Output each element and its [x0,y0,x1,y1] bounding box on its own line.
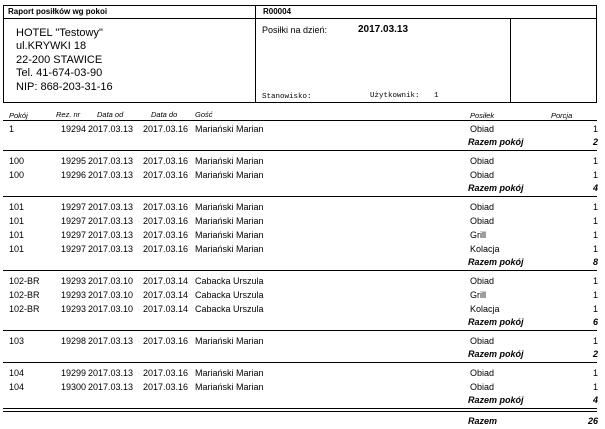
hotel-street: ul.KRYWKI 18 [16,40,87,52]
cell-guest: Mariański Marian [195,230,264,240]
cell-res-no: 19295 [60,156,86,167]
group-sum-label: Razem pokój [468,317,524,327]
cell-date-from: 2017.03.10 [88,276,134,287]
cell-date-from: 2017.03.13 [88,170,134,181]
cell-meal: Obiad [470,382,495,393]
cell-res-no: 19297 [60,216,86,227]
cell-guest: Cabacka Urszula [195,276,264,287]
cell-date-to: 2017.03.16 [143,243,189,254]
cell-date-to: 2017.03.16 [143,216,189,227]
cell-date-to: 2017.03.14 [143,276,189,287]
cell-meal: Kolacja [470,243,500,254]
cell-meal: Obiad [470,336,495,346]
col-room-header: Pokój [9,111,28,120]
cell-guest: Mariański Marian [195,336,264,346]
cell-date-to: 2017.03.16 [143,156,189,167]
cell-portion: 1 [592,289,598,300]
col-guest-header: Gość [195,110,213,119]
group-divider [3,330,597,331]
group-sum-value: 4 [592,183,598,194]
cell-date-from: 2017.03.13 [88,216,134,227]
cell-date-from: 2017.03.13 [88,230,134,240]
cell-meal: Obiad [470,216,495,227]
cell-guest: Mariański Marian [195,124,264,134]
cell-date-from: 2017.03.13 [88,382,134,393]
cell-meal: Obiad [470,124,495,134]
cell-guest: Mariański Marian [195,170,264,181]
cell-res-no: 19293 [60,289,86,300]
cell-portion: 1 [592,336,598,346]
group-sum-value: 2 [592,137,598,148]
cell-room: 104 [9,368,25,379]
group-divider [3,362,597,363]
cell-meal: Grill [470,230,486,240]
report-title: Raport posiłków wg pokoi [8,7,108,16]
cell-room: 100 [9,170,25,181]
user-label: Użytkownik: [370,92,420,100]
cell-res-no: 19297 [60,202,86,213]
cell-portion: 1 [592,243,598,254]
group-sum-label: Razem pokój [468,349,524,360]
col-meal-header: Posiłek [470,111,495,120]
group-divider [3,408,597,409]
group-sum-label: Razem pokój [468,257,524,268]
cell-meal: Obiad [470,156,495,167]
cell-portion: 1 [592,202,598,213]
total-label: Razem [468,416,498,427]
header-vertical-divider [255,5,256,103]
cell-portion: 1 [592,170,598,181]
cell-portion: 1 [592,368,598,379]
col-portion-header: Porcja [551,111,573,120]
cell-meal: Obiad [470,276,495,287]
cell-room: 101 [9,243,25,254]
cell-room: 104 [9,382,25,393]
cell-date-from: 2017.03.13 [88,124,134,134]
cell-res-no: 19296 [60,170,86,181]
col-res-header: Rez. nr [56,110,81,119]
cell-guest: Mariański Marian [195,382,264,393]
total-value: 26 [587,416,598,427]
cell-date-to: 2017.03.16 [143,124,189,134]
cell-date-from: 2017.03.13 [88,156,134,167]
report-code: R00004 [263,7,292,16]
cell-date-from: 2017.03.13 [88,202,134,213]
cell-guest: Mariański Marian [195,243,264,254]
station-label: Stanowisko: [262,93,312,101]
cell-date-to: 2017.03.16 [143,202,189,213]
group-sum-value: 4 [592,395,598,406]
date-label: Posiłki na dzień: [262,25,328,35]
header-underline [3,120,597,121]
cell-meal: Obiad [470,368,495,379]
group-divider [3,196,597,197]
cell-meal: Kolacja [470,303,500,314]
hotel-nip: NIP: 868-203-31-16 [16,81,113,93]
cell-date-to: 2017.03.16 [143,230,189,240]
cell-date-to: 2017.03.16 [143,170,189,181]
cell-res-no: 19294 [60,124,86,134]
cell-portion: 1 [592,276,598,287]
group-sum-value: 2 [592,349,598,360]
cell-res-no: 19297 [60,230,86,240]
hotel-city: 22-200 STAWICE [16,54,103,66]
group-sum-label: Razem pokój [468,137,524,148]
cell-room: 100 [9,156,25,167]
cell-res-no: 19298 [60,336,86,346]
cell-room: 101 [9,216,25,227]
cell-guest: Mariański Marian [195,156,264,167]
hotel-phone: Tel. 41-674-03-90 [16,67,103,79]
cell-date-to: 2017.03.16 [143,382,189,393]
cell-portion: 1 [592,124,598,134]
hotel-name: HOTEL "Testowy" [16,27,103,39]
group-sum-value: 6 [592,317,598,327]
group-sum-label: Razem pokój [468,183,524,194]
cell-guest: Cabacka Urszula [195,303,264,314]
group-divider [3,270,597,271]
header-right-divider [510,18,511,103]
cell-res-no: 19299 [60,368,86,379]
cell-res-no: 19293 [60,303,86,314]
header-title-divider [3,18,597,19]
cell-portion: 1 [592,216,598,227]
cell-guest: Mariański Marian [195,216,264,227]
cell-meal: Obiad [470,170,495,181]
group-sum-label: Razem pokój [468,395,524,406]
cell-date-from: 2017.03.13 [88,243,134,254]
cell-date-from: 2017.03.10 [88,289,134,300]
cell-room: 1 [9,124,15,134]
cell-guest: Cabacka Urszula [195,289,264,300]
cell-meal: Obiad [470,202,495,213]
cell-date-from: 2017.03.13 [88,336,134,346]
total-divider [3,411,597,412]
group-sum-value: 8 [592,257,598,268]
cell-date-from: 2017.03.13 [88,368,134,379]
cell-date-to: 2017.03.14 [143,289,189,300]
cell-res-no: 19300 [60,382,86,393]
cell-date-to: 2017.03.16 [143,336,189,346]
cell-portion: 1 [592,382,598,393]
cell-portion: 1 [592,303,598,314]
cell-meal: Grill [470,289,486,300]
cell-guest: Mariański Marian [195,368,264,379]
cell-room: 102-BR [9,289,40,300]
cell-portion: 1 [592,156,598,167]
cell-res-no: 19297 [60,243,86,254]
date-value: 2017.03.13 [358,24,409,35]
cell-date-to: 2017.03.16 [143,368,189,379]
cell-room: 101 [9,202,25,213]
cell-guest: Mariański Marian [195,202,264,213]
cell-portion: 1 [592,230,598,240]
group-divider [3,150,597,151]
user-value: 1 [434,92,439,100]
cell-room: 102-BR [9,303,40,314]
cell-res-no: 19293 [60,276,86,287]
col-to-header: Data do [151,110,178,119]
cell-room: 102-BR [9,276,40,287]
cell-room: 103 [9,336,25,346]
col-from-header: Data od [97,110,124,119]
cell-date-from: 2017.03.10 [88,303,134,314]
cell-date-to: 2017.03.14 [143,303,189,314]
cell-room: 101 [9,230,25,240]
